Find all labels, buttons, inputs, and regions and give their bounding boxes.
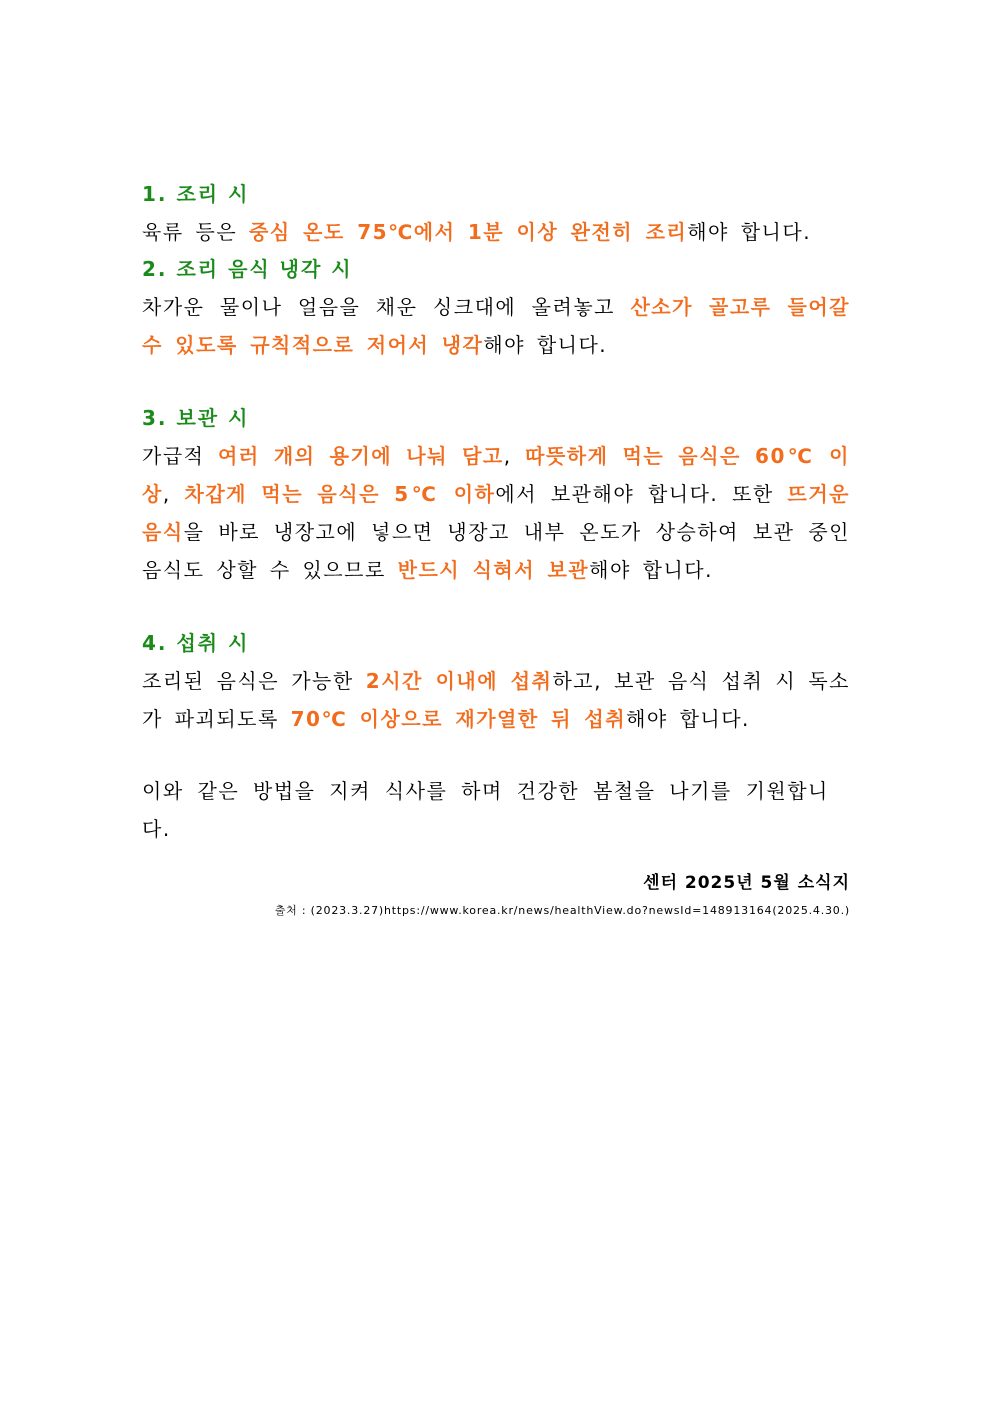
text-run: ,: [503, 444, 526, 468]
section-heading-cooking: 1. 조리 시: [142, 182, 250, 206]
highlight-run: 70℃ 이상으로 재가열한 뒤 섭취: [290, 707, 627, 731]
text-run: 에서 보관해야 합니다. 또한: [495, 482, 788, 506]
highlight-run: 2시간 이내에 섭취: [365, 669, 553, 693]
section-heading-eating: 4. 섭취 시: [142, 631, 250, 655]
highlight-run: 반드시 식혀서 보관: [397, 558, 590, 582]
text-run: ,: [162, 482, 185, 506]
text-run: 해야 합니다.: [589, 558, 713, 582]
text-run: 차가운 물이나 얼음을 채운 싱크대에 올려놓고: [142, 295, 631, 319]
section-text-cooking: [142, 213, 850, 251]
highlight-run: 뜨거운 음식: [142, 482, 850, 544]
text-run: 하고, 보관 음식 섭취 시 독소가 파괴되도록: [142, 669, 850, 731]
section-heading-storage: 3. 보관 시: [142, 406, 250, 430]
text-run: 해야 합니다.: [687, 220, 812, 244]
spacer: [142, 589, 850, 625]
closing-message: 이와 같은 방법을 지켜 식사를 하며 건강한 봄철을 나기를 기원합니다.: [142, 779, 829, 841]
highlight-run: 여러 개의 용기에 나눠 담고: [218, 444, 504, 468]
text-run: 해야 합니다.: [626, 707, 750, 731]
highlight-run: 차갑게 먹는 음식은 5℃ 이하: [184, 482, 496, 506]
section-text-cooling: [142, 288, 850, 364]
text-run: 가급적: [142, 444, 219, 468]
highlight-run: 중심 온도 75℃에서 1분 이상 완전히 조리: [249, 220, 688, 244]
text-run: 을 바로 냉장고에 넣으면 냉장고 내부 온도가 상승하여 보관 중인 음식도 상할 수 있으므로: [142, 520, 850, 582]
spacer: [142, 738, 850, 772]
spacer: [142, 364, 850, 400]
newsletter-signature: 센터 2025년 5월 소식지: [643, 873, 850, 893]
source-citation: 출처 : (2023.3.27)https://www.korea.kr/news/healthView.do?newsId=148913164(2025.4.30.): [274, 904, 850, 917]
text-run: 해야 합니다.: [483, 333, 608, 357]
text-run: 조리된 음식은 가능한: [142, 669, 366, 693]
document-content: [142, 176, 850, 920]
text-run: 육류 등은: [142, 220, 249, 244]
section-text-eating: [142, 662, 850, 738]
highlight-run: 따뜻하게 먹는 음식은 60℃ 이상: [142, 444, 850, 506]
highlight-run: 산소가 골고루 들어갈 수 있도록 규칙적으로 저어서 냉각: [142, 295, 850, 357]
section-heading-cooling: 2. 조리 음식 냉각 시: [142, 257, 353, 281]
section-text-storage: [142, 437, 850, 589]
